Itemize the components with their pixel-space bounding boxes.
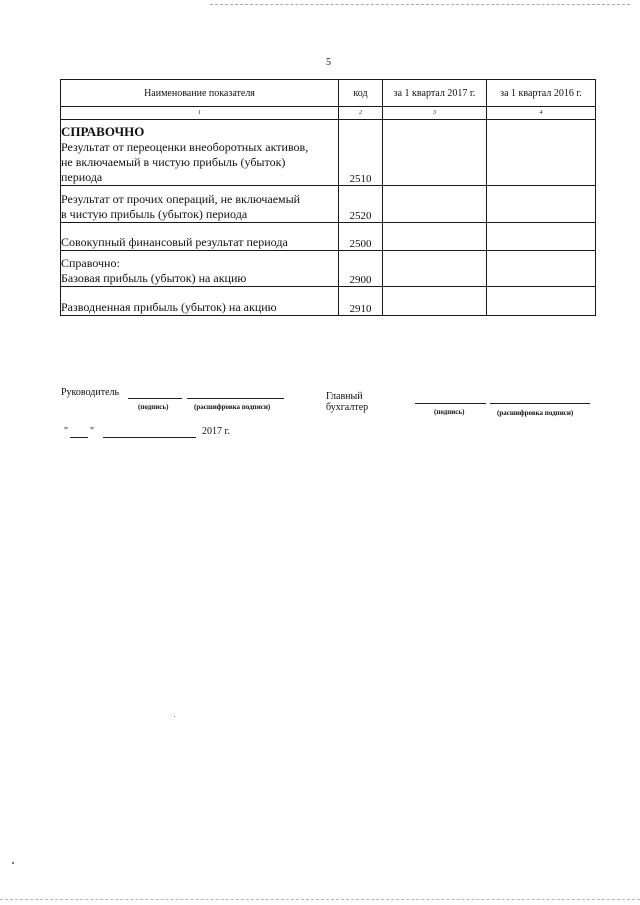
head-label: Руководитель <box>61 387 120 398</box>
indicator-name <box>61 186 339 223</box>
chief-accountant-signature-caption: (подпись) <box>434 408 465 416</box>
column-number: 3 <box>383 107 487 120</box>
table-row <box>61 223 596 251</box>
page-number: 5 <box>326 57 331 68</box>
value-current-period <box>383 251 487 287</box>
column-number: 1 <box>61 107 339 120</box>
table-header-row <box>61 80 596 107</box>
value-current-period <box>383 120 487 186</box>
indicator-name-line: периода <box>61 170 103 184</box>
indicator-name-line: не включаемый в чистую прибыль (убыток) <box>61 155 286 169</box>
indicator-name-line: Результат от прочих операций, не включаемый <box>61 192 301 206</box>
indicator-name <box>61 287 339 316</box>
indicator-code: 2500 <box>339 223 383 251</box>
value-previous-period <box>487 223 596 251</box>
date-year: 2017 г. <box>202 426 230 437</box>
indicator-name-line: Базовая прибыль (убыток) на акцию <box>61 271 247 285</box>
value-previous-period <box>487 287 596 316</box>
head-decoding-line[interactable] <box>187 398 284 399</box>
indicator-name-line: Справочно: <box>61 256 120 270</box>
table-row <box>61 120 596 186</box>
head-signature-caption: (подпись) <box>138 403 169 411</box>
header-indicator-name: Наименование показателя <box>61 80 339 107</box>
table-row <box>61 287 596 316</box>
column-number: 2 <box>339 107 383 120</box>
chief-accountant-label: Главный бухгалтер <box>326 391 369 413</box>
value-current-period <box>383 186 487 223</box>
value-previous-period <box>487 186 596 223</box>
value-previous-period <box>487 251 596 287</box>
indicator-code: 2510 <box>339 120 383 186</box>
date-close-quote: " <box>90 426 95 437</box>
value-previous-period <box>487 120 596 186</box>
chief-accountant-decoding-line[interactable] <box>490 403 590 404</box>
indicator-code: 2520 <box>339 186 383 223</box>
chief-accountant-decoding-caption: (расшифровка подписи) <box>497 409 574 417</box>
head-signature-line[interactable] <box>128 398 182 399</box>
indicator-name <box>61 120 339 186</box>
header-period-current: за 1 квартал 2017 г. <box>383 80 487 107</box>
scan-edge-bottom <box>0 899 640 900</box>
scan-edge-top <box>210 4 630 5</box>
section-heading: СПРАВОЧНО <box>61 124 145 139</box>
indicator-name-line: Разводненная прибыль (убыток) на акцию <box>61 300 277 314</box>
chief-accountant-signature-line[interactable] <box>415 403 486 404</box>
value-current-period <box>383 287 487 316</box>
indicator-name <box>61 223 339 251</box>
scan-speck <box>174 716 175 717</box>
date-day-line[interactable] <box>70 437 88 438</box>
table-row <box>61 186 596 223</box>
column-number: 4 <box>487 107 596 120</box>
date-open-quote: " <box>64 426 69 437</box>
value-current-period <box>383 223 487 251</box>
column-number-row <box>61 107 596 120</box>
header-code: код <box>339 80 383 107</box>
table-row <box>61 251 596 287</box>
indicator-name-line: Совокупный финансовый результат периода <box>61 235 288 249</box>
header-period-previous: за 1 квартал 2016 г. <box>487 80 596 107</box>
indicator-name-line: в чистую прибыль (убыток) периода <box>61 207 248 221</box>
indicator-code: 2910 <box>339 287 383 316</box>
date-month-line[interactable] <box>103 437 196 438</box>
head-decoding-caption: (расшифровка подписи) <box>194 403 271 411</box>
indicator-code: 2900 <box>339 251 383 287</box>
indicator-name-line: Результат от переоценки внеоборотных активов, <box>61 140 309 154</box>
financial-results-table <box>60 79 596 316</box>
indicator-name <box>61 251 339 287</box>
scan-speck <box>12 862 14 864</box>
